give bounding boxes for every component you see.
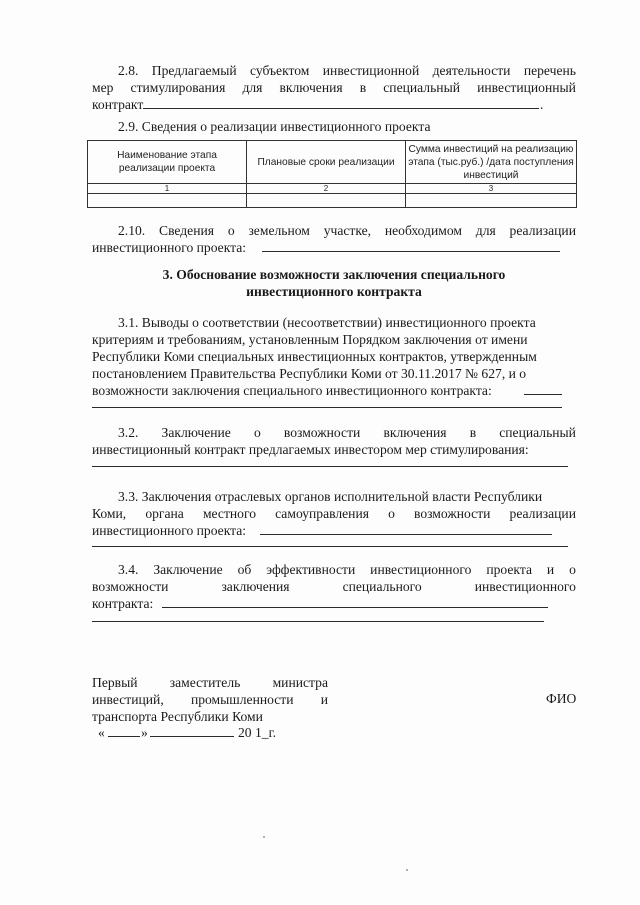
column-number: 3 (406, 184, 577, 194)
section-3-1-line-3: Республики Коми специальных инвестиционных контрактов, утвержденным (92, 349, 537, 364)
signatory-name-placeholder: ФИО (546, 691, 577, 706)
word: для (475, 223, 496, 238)
word: инвестиционного (474, 579, 576, 594)
table-header-row (88, 141, 577, 184)
date-close-quote: » (141, 725, 148, 740)
word: возможности (92, 579, 169, 594)
word: земельном (248, 223, 310, 238)
section-2-8-line-1 (92, 62, 576, 79)
word: 2.10. (118, 223, 146, 238)
table-row (88, 194, 577, 208)
date-year: 20 1_г. (238, 725, 277, 740)
table-cell[interactable] (247, 194, 406, 208)
contract-label: контракт (92, 97, 144, 112)
section-3-3-line-2 (92, 505, 576, 522)
word: мер (92, 80, 114, 95)
word: необходимом (384, 223, 462, 238)
section-3-3-line-3: инвестиционного проекта: (92, 523, 247, 538)
table-cell[interactable] (406, 194, 577, 208)
word: инвестиционной (322, 63, 420, 78)
word: субъектом (249, 63, 310, 78)
word: Коми, (92, 506, 127, 521)
section-2-10-line-1 (92, 222, 576, 239)
word: Заключение (153, 562, 223, 577)
signatory-title-line-1 (92, 674, 328, 691)
authorities-conclusion-field-line[interactable] (92, 546, 568, 547)
word: возможности (414, 506, 491, 521)
conclusion-field-line[interactable] (92, 407, 562, 408)
word: включения (279, 80, 343, 95)
word: в (359, 80, 367, 95)
table-number-row (88, 184, 577, 194)
section-3-3-line-1: 3.3. Заключения отраслевых органов исполнительной власти Республики (118, 489, 543, 504)
section-2-8-line-2 (92, 79, 576, 96)
word: органа (145, 506, 184, 521)
word: заместитель (169, 675, 241, 690)
column-header: Наименование этапа реализации проекта (88, 141, 247, 184)
word: и (546, 562, 555, 577)
column-number: 2 (247, 184, 406, 194)
section-3-4-line-3: контракта: (92, 596, 154, 611)
land-plot-field[interactable] (262, 251, 560, 252)
word: и (320, 692, 328, 707)
scan-speck (263, 836, 265, 838)
table-cell[interactable] (88, 194, 247, 208)
word: о (569, 562, 576, 577)
word: 3.2. (118, 425, 139, 440)
contract-measures-field[interactable] (143, 108, 539, 109)
authorities-conclusion-field-inline[interactable] (260, 534, 552, 535)
word: о (253, 425, 261, 440)
section-3-1-line-1: 3.1. Выводы о соответствии (несоответствии) инвестиционного проекта (118, 315, 536, 330)
word: Заключение (161, 425, 231, 440)
word: 3.4. (118, 562, 139, 577)
word: специального (342, 579, 422, 594)
word: местного (202, 506, 256, 521)
section-3-1-line-4: постановлением Правительства Республики Коми от 30.11.2017 № 627, и о (92, 366, 527, 381)
period: . (540, 97, 544, 112)
word: специальный (499, 425, 576, 440)
word: инвестиций, (92, 692, 164, 707)
column-number: 1 (88, 184, 247, 194)
section-3-1-line-2: критериям и требованиям, установленным Порядком заключения от имени (92, 332, 528, 347)
word: специальный (383, 80, 460, 95)
word: о (227, 223, 235, 238)
word: промышленности (190, 692, 294, 707)
efficiency-conclusion-field-line[interactable] (92, 621, 544, 622)
word: Сведения (159, 223, 215, 238)
efficiency-conclusion-field-inline[interactable] (162, 607, 548, 608)
word: деятельности (432, 63, 511, 78)
date-open-quote: « (98, 725, 105, 740)
word: инвестиционного (370, 562, 472, 577)
word: стимулирования (130, 80, 226, 95)
word: участке, (323, 223, 372, 238)
investment-stages-table (87, 140, 577, 208)
signatory-title-line-2 (92, 691, 328, 708)
section-2-8-line-3 (92, 96, 576, 113)
word: министра (272, 675, 328, 690)
section-2-10-line-2: инвестиционного проекта: (92, 240, 247, 255)
word: Предлагаемый (151, 63, 237, 78)
word: инвестиционный (477, 80, 576, 95)
word: реализации (509, 506, 576, 521)
date-month-field[interactable] (150, 736, 234, 737)
word: о (388, 506, 395, 521)
word: реализации (509, 223, 576, 238)
word: 2.8. (118, 63, 139, 78)
section-3-heading-line-1: 3. Обоснование возможности заключения специального (162, 267, 506, 282)
stimulus-conclusion-field[interactable] (92, 466, 568, 467)
word: Первый (92, 675, 138, 690)
word: для (242, 80, 263, 95)
word: перечень (523, 63, 576, 78)
conclusion-field-inline[interactable] (524, 394, 562, 395)
word: возможности (283, 425, 361, 440)
section-2-9-title: 2.9. Сведения о реализации инвестиционного проекта (118, 119, 431, 134)
scan-speck (406, 869, 408, 871)
word: в (469, 425, 477, 440)
section-3-1-line-5: возможности заключения специального инвестиционного контракта: (92, 383, 492, 398)
word: заключения (221, 579, 290, 594)
section-3-4-line-1 (92, 561, 576, 578)
word: самоуправления (275, 506, 369, 521)
date-day-field[interactable] (108, 736, 140, 737)
section-3-4-line-2 (92, 578, 576, 595)
column-header: Сумма инвестиций на реализацию этапа (тыс.руб.) /дата поступления инвестиций (406, 141, 577, 184)
word: включения (383, 425, 447, 440)
word: проекта (486, 562, 532, 577)
section-3-heading-line-2: инвестиционного контракта (246, 284, 422, 299)
section-3-2-line-2: инвестиционный контракт предлагаемых инвестором мер стимулирования: (92, 442, 529, 457)
signatory-title-line-3: транспорта Республики Коми (92, 709, 263, 724)
word: об (237, 562, 252, 577)
word: эффективности (266, 562, 356, 577)
section-3-2-line-1 (92, 424, 576, 441)
column-header: Плановые сроки реализации (247, 141, 406, 184)
